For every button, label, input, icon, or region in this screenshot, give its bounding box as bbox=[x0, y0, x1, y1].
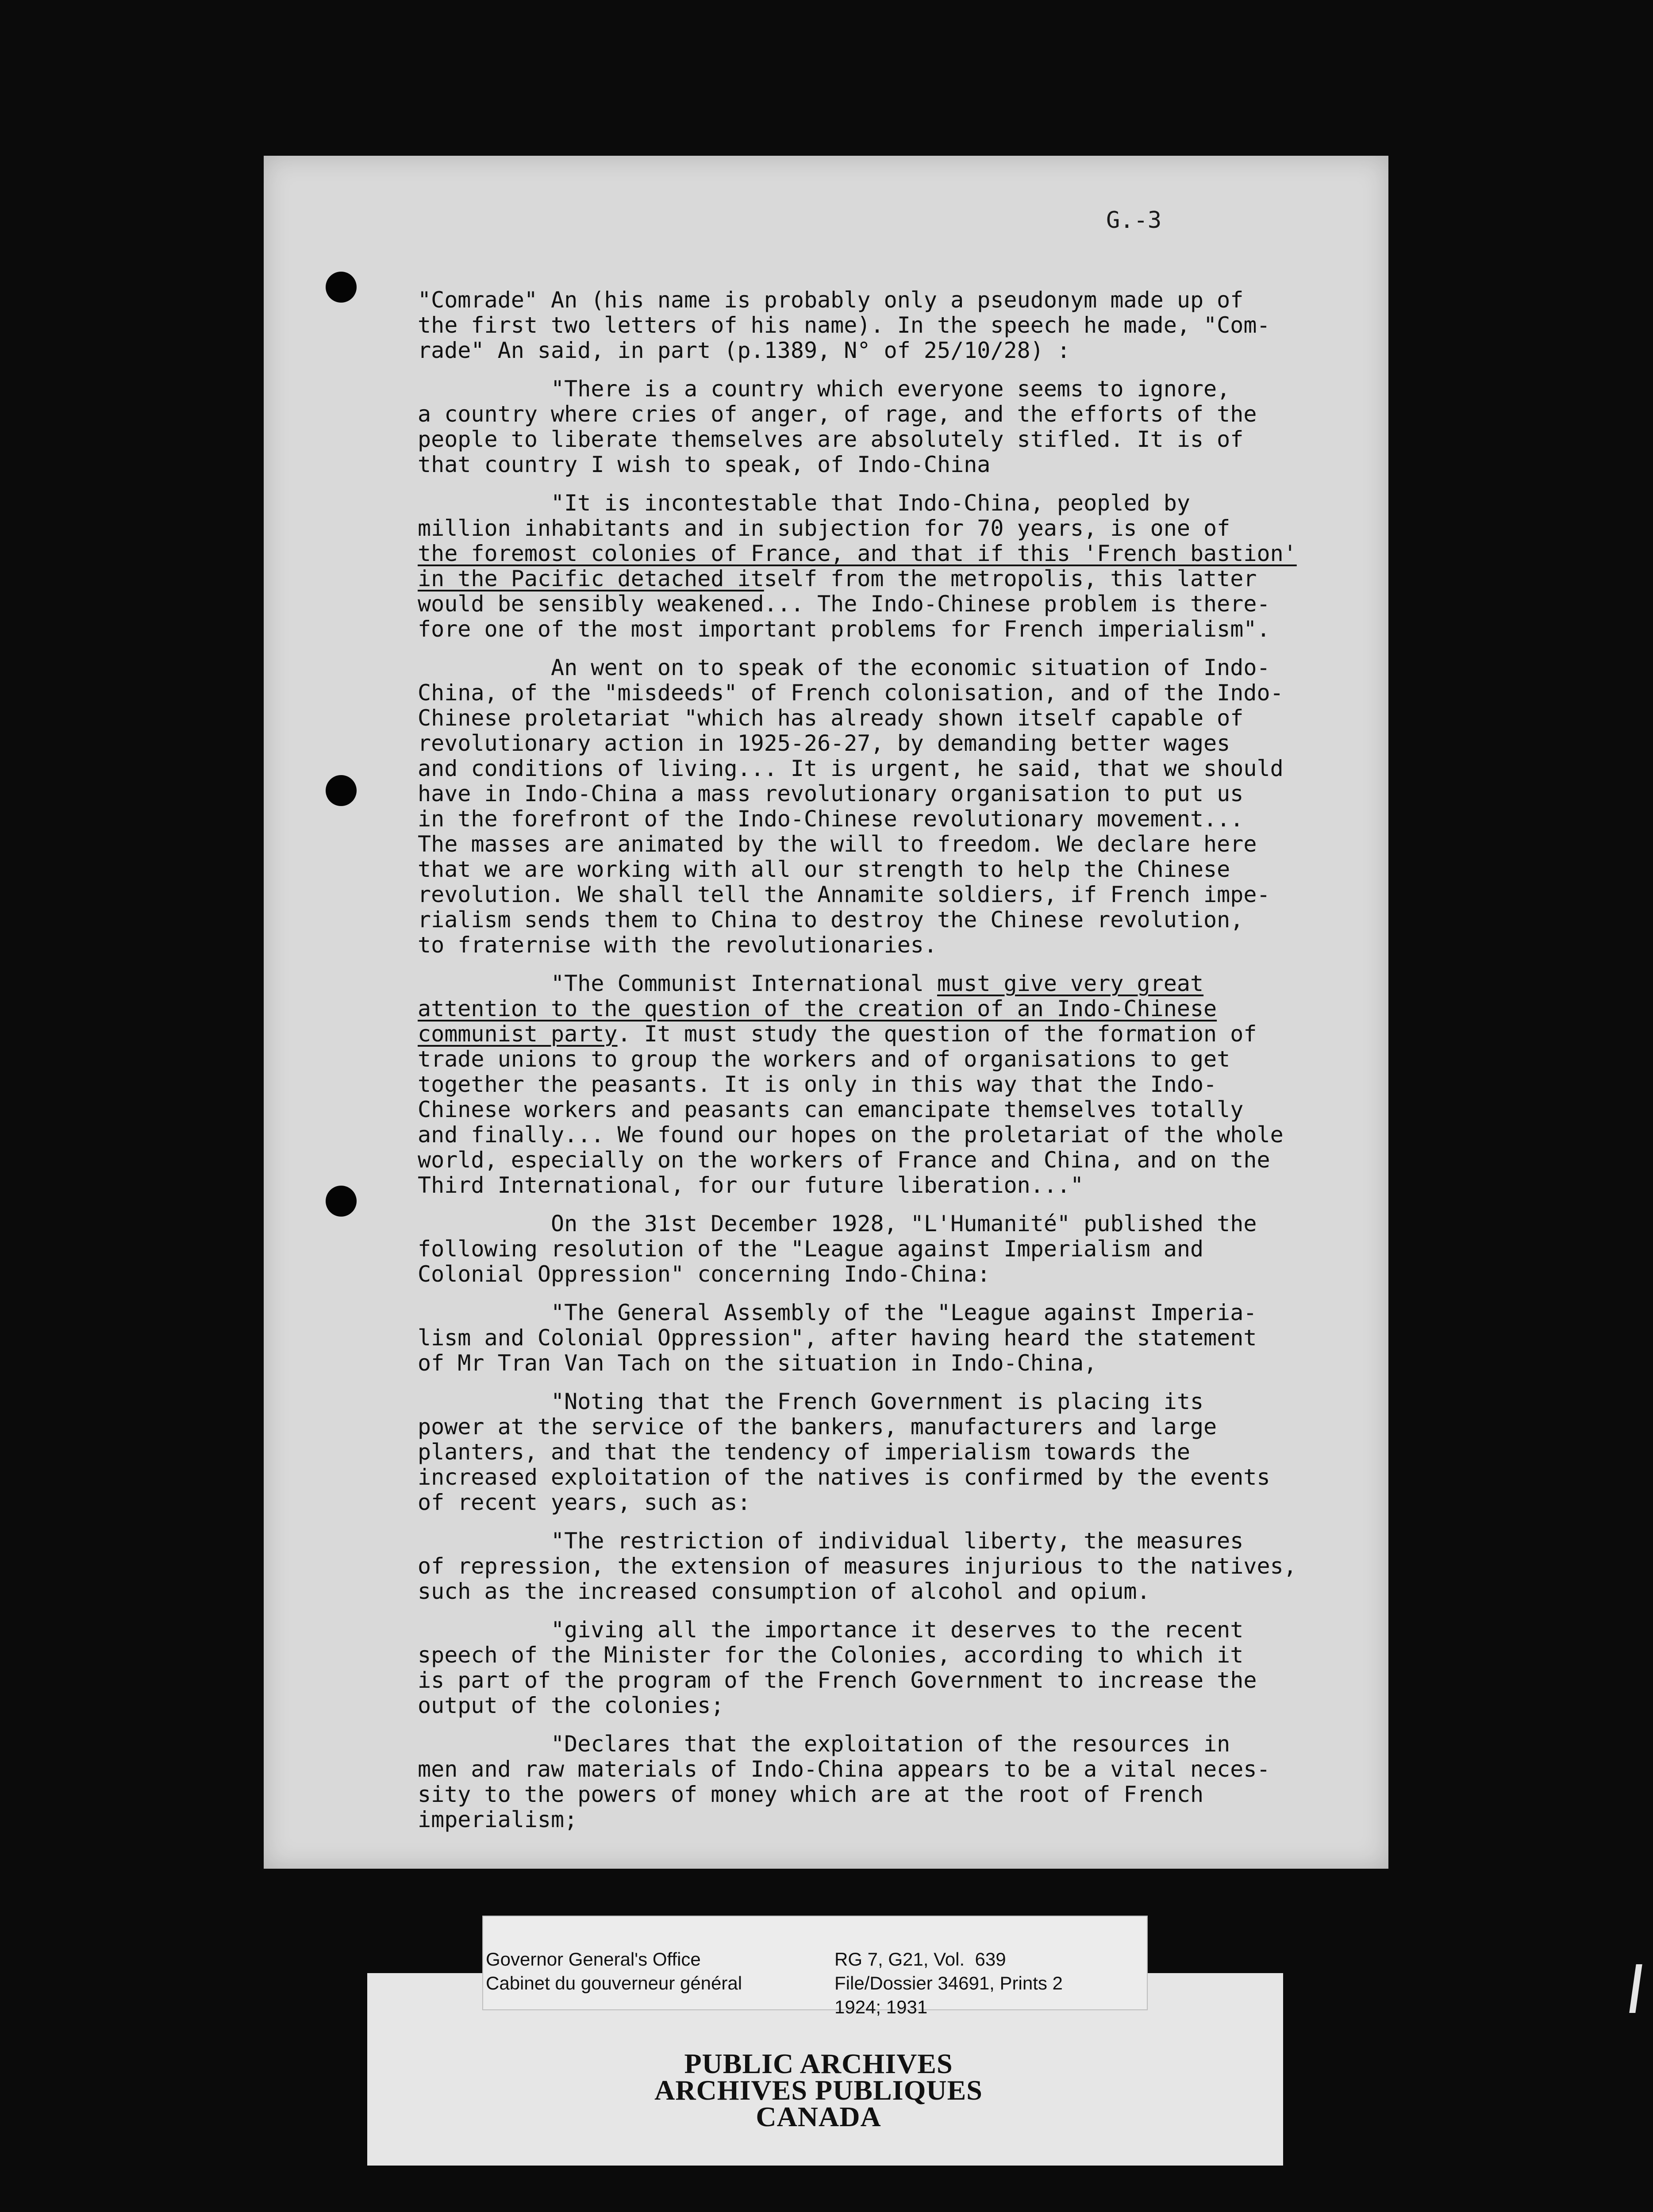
text-line: output of the colonies; bbox=[418, 1693, 724, 1718]
text-line: "The Communist International must give very great bbox=[551, 971, 1204, 996]
text-line: Colonial Oppression" concerning Indo-China: bbox=[418, 1261, 991, 1287]
paragraph bbox=[418, 1211, 1320, 1287]
paragraph bbox=[418, 1617, 1320, 1718]
text-line: following resolution of the "League against Imperialism and bbox=[418, 1236, 1204, 1262]
text-line: revolution. We shall tell the Annamite soldiers, if French impe- bbox=[418, 882, 1270, 907]
text-line: The masses are animated by the will to freedom. We declare here bbox=[418, 831, 1257, 857]
text-line: world, especially on the workers of France and China, and on the bbox=[418, 1147, 1270, 1173]
text-line: rialism sends them to China to destroy the Chinese revolution, bbox=[418, 907, 1244, 933]
text-line: "The General Assembly of the "League against Imperia- bbox=[551, 1300, 1257, 1325]
paragraph bbox=[418, 1389, 1320, 1515]
public-archives-stamp bbox=[575, 2048, 1062, 2132]
text-line: the first two letters of his name). In the speech he made, "Com- bbox=[418, 312, 1270, 338]
archive-reference-block bbox=[834, 1947, 1063, 2019]
text-line: sity to the powers of money which are at the root of French bbox=[418, 1782, 1204, 1807]
text-line: men and raw materials of Indo-China appears to be a vital neces- bbox=[418, 1756, 1270, 1782]
text-line: communist party. It must study the question of the formation of bbox=[418, 1021, 1257, 1047]
text-line: speech of the Minister for the Colonies, according to which it bbox=[418, 1642, 1244, 1668]
text-line: is part of the program of the French Government to increase the bbox=[418, 1667, 1257, 1693]
paragraph bbox=[418, 1528, 1320, 1604]
text-line: of Mr Tran Van Tach on the situation in Indo-China, bbox=[418, 1350, 1097, 1376]
text-line: in the Pacific detached itself from the metropolis, this latter bbox=[418, 566, 1257, 591]
date-range: 1924; 1931 bbox=[834, 1997, 928, 2017]
text-line: such as the increased consumption of alcohol and opium. bbox=[418, 1578, 1150, 1604]
text-line: would be sensibly weakened... The Indo-Chinese problem is there- bbox=[418, 591, 1270, 617]
text-line: "There is a country which everyone seems to ignore, bbox=[551, 376, 1230, 402]
text-line: power at the service of the bankers, manufacturers and large bbox=[418, 1414, 1217, 1440]
text-line: increased exploitation of the natives is confirmed by the events bbox=[418, 1464, 1270, 1490]
punch-hole-top bbox=[326, 272, 357, 303]
office-english: Governor General's Office bbox=[486, 1949, 701, 1970]
text-line: lism and Colonial Oppression", after having heard the statement bbox=[418, 1325, 1257, 1351]
text-line: of recent years, such as: bbox=[418, 1490, 751, 1515]
text-line: Third International, for our future liberation..." bbox=[418, 1172, 1084, 1198]
text-line: that country I wish to speak, of Indo-China bbox=[418, 452, 991, 477]
record-group: RG 7, G21, Vol. 639 bbox=[834, 1949, 1006, 1970]
paragraph bbox=[418, 655, 1320, 958]
text-line: On the 31st December 1928, "L'Humanité" published the bbox=[551, 1211, 1257, 1237]
text-line: people to liberate themselves are absolutely stifled. It is of bbox=[418, 426, 1244, 452]
text-line: the foremost colonies of France, and that if this 'French bastion' bbox=[418, 541, 1297, 566]
paragraph bbox=[418, 971, 1320, 1198]
text-line: "Noting that the French Government is placing its bbox=[551, 1389, 1204, 1414]
text-line: "The restriction of individual liberty, the measures bbox=[551, 1528, 1244, 1554]
document-body bbox=[418, 288, 1320, 1846]
text-line: and finally... We found our hopes on the proletariat of the whole bbox=[418, 1122, 1284, 1148]
text-line: attention to the question of the creation of an Indo-Chinese bbox=[418, 996, 1217, 1022]
paragraph bbox=[418, 491, 1320, 642]
text-line: Chinese workers and peasants can emancipate themselves totally bbox=[418, 1097, 1244, 1122]
stamp-line: PUBLIC ARCHIVES bbox=[684, 2048, 953, 2079]
punch-hole-middle bbox=[326, 775, 357, 806]
text-line: trade unions to group the workers and of organisations to get bbox=[418, 1046, 1230, 1072]
text-line: together the peasants. It is only in this way that the Indo- bbox=[418, 1071, 1217, 1097]
text-line: "Declares that the exploitation of the resources in bbox=[551, 1731, 1230, 1757]
archive-office-block bbox=[486, 1947, 742, 1995]
text-line: to fraternise with the revolutionaries. bbox=[418, 932, 937, 958]
film-edge-mark bbox=[1629, 1964, 1642, 2013]
paragraph bbox=[418, 376, 1320, 477]
text-line: fore one of the most important problems for French imperialism". bbox=[418, 616, 1270, 642]
text-line: revolutionary action in 1925-26-27, by demanding better wages bbox=[418, 730, 1230, 756]
text-line: and conditions of living... It is urgent, he said, that we should bbox=[418, 756, 1284, 781]
text-line: An went on to speak of the economic situation of Indo- bbox=[551, 655, 1270, 680]
office-french: Cabinet du gouverneur général bbox=[486, 1973, 742, 1993]
text-line: imperialism; bbox=[418, 1807, 578, 1832]
file-dossier: File/Dossier 34691, Prints 2 bbox=[834, 1973, 1063, 1993]
text-line: that we are working with all our strength to help the Chinese bbox=[418, 856, 1230, 882]
text-line: in the forefront of the Indo-Chinese revolutionary movement... bbox=[418, 806, 1244, 832]
text-line: "Comrade" An (his name is probably only a pseudonym made up of bbox=[418, 287, 1244, 313]
text-line: "It is incontestable that Indo-China, peopled by bbox=[551, 490, 1190, 516]
page-number: G.-3 bbox=[1106, 207, 1162, 234]
paragraph bbox=[418, 288, 1320, 363]
text-line: rade" An said, in part (p.1389, N° of 25/10/28) : bbox=[418, 338, 1071, 363]
text-line: million inhabitants and in subjection for 70 years, is one of bbox=[418, 515, 1230, 541]
text-line: a country where cries of anger, of rage, and the efforts of the bbox=[418, 401, 1257, 427]
stamp-line: CANADA bbox=[756, 2101, 881, 2132]
text-line: Chinese proletariat "which has already shown itself capable of bbox=[418, 705, 1244, 731]
punch-hole-bottom bbox=[326, 1186, 357, 1217]
text-line: China, of the "misdeeds" of French colonisation, and of the Indo- bbox=[418, 680, 1284, 706]
text-line: "giving all the importance it deserves to the recent bbox=[551, 1617, 1244, 1643]
stamp-line: ARCHIVES PUBLIQUES bbox=[654, 2074, 983, 2106]
text-line: planters, and that the tendency of imperialism towards the bbox=[418, 1439, 1190, 1465]
paragraph bbox=[418, 1732, 1320, 1832]
text-line: have in Indo-China a mass revolutionary organisation to put us bbox=[418, 781, 1244, 806]
paragraph bbox=[418, 1300, 1320, 1376]
text-line: of repression, the extension of measures injurious to the natives, bbox=[418, 1553, 1297, 1579]
